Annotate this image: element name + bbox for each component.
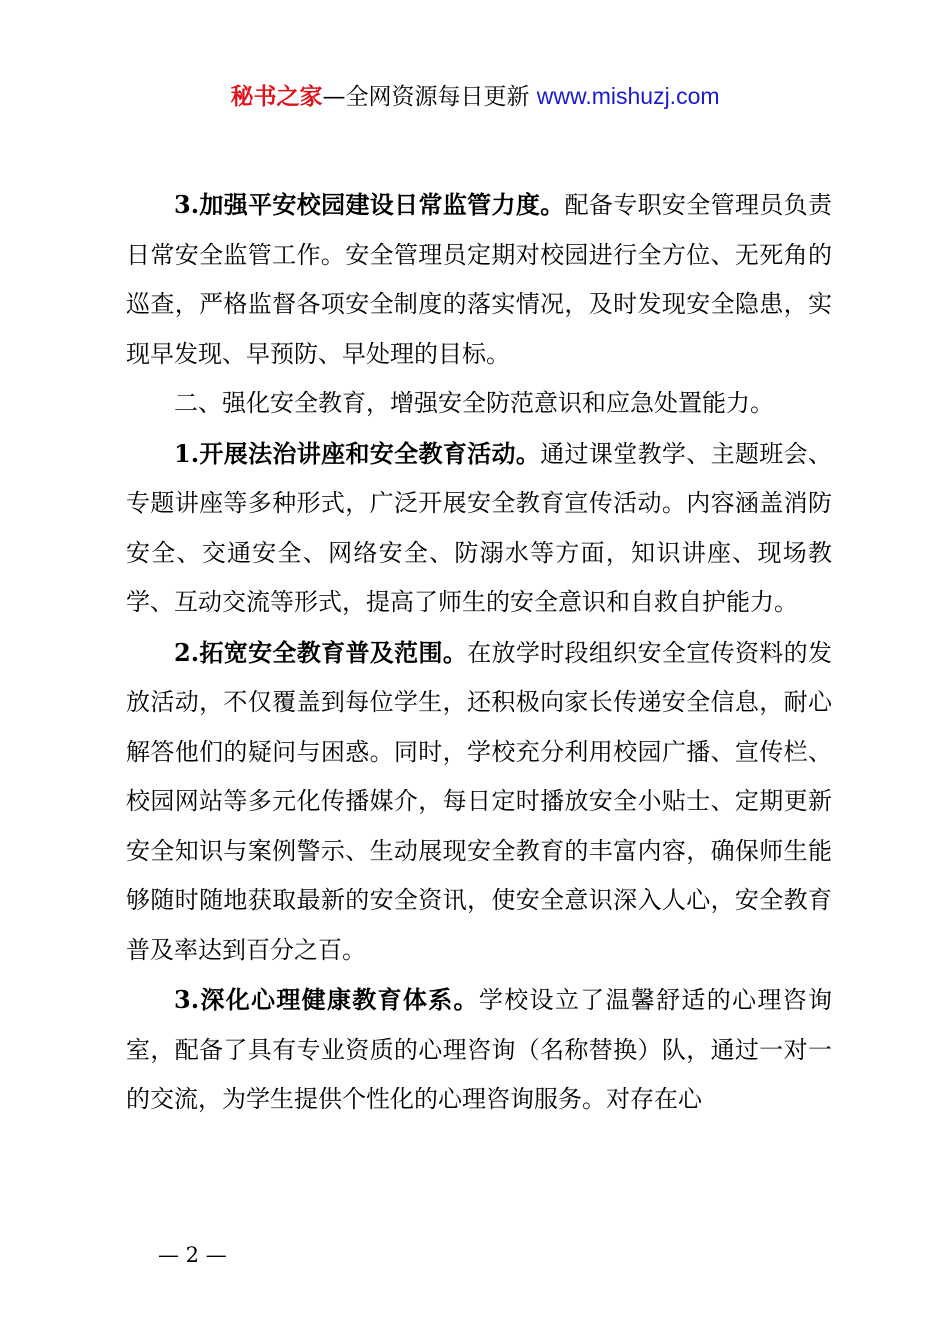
paragraph-text: 在放学时段组织安全宣传资料的发放活动，不仅覆盖到每位学生，还积极向家长传递安全信息，耐心解答他们的疑问与困惑。同时，学校充分利用校园广播、宣传栏、校园网站等多元化传播媒介，每日定时播放安全小贴士、定期更新安全知识与案例警示、生动展现安全教育的丰富内容，确保师生能够随时随地获取最新的安全资讯，使安全意识深入人心，安全教育普及率达到百分之百。 xyxy=(126,638,832,964)
item-number: 1. xyxy=(174,438,200,468)
paragraph xyxy=(126,628,832,976)
paragraph xyxy=(126,429,832,628)
paragraph-text: 学校设立了温馨舒适的心理咨询室，配备了具有专业资质的心理咨询（名称替换）队，通过一对一的交流，为学生提供个性化的心理咨询服务。对存在心 xyxy=(126,986,833,1113)
page-number: — 2 — xyxy=(158,1243,227,1267)
item-heading: 拓宽安全教育普及范围。 xyxy=(199,638,468,667)
item-heading: 开展法治讲座和安全教育活动。 xyxy=(199,439,541,468)
item-number: 2. xyxy=(174,637,200,667)
document-body xyxy=(126,180,832,1125)
item-heading: 深化心理健康教育体系。 xyxy=(199,986,479,1014)
item-number: 3. xyxy=(174,190,200,219)
paragraph-text: 配备专职安全管理员负责日常安全监管工作。安全管理员定期对校园进行全方位、无死角的巡查，严格监督各项安全制度的落实情况，及时发现安全隐患，实现早发现、早预防、早处理的目标。 xyxy=(126,191,832,368)
site-tagline: —全网资源每日更新 xyxy=(322,84,537,110)
brand-name: 秘书之家 xyxy=(230,84,323,110)
site-url-link[interactable]: www.mishuzj.com xyxy=(536,83,720,109)
site-header xyxy=(0,78,950,115)
item-heading: 加强平安校园建设日常监管力度。 xyxy=(199,191,565,219)
paragraph-text: 二、强化安全教育，增强安全防范意识和应急处置能力。 xyxy=(174,389,774,417)
item-number: 3. xyxy=(174,985,200,1014)
section-heading xyxy=(126,379,832,429)
paragraph xyxy=(126,975,832,1125)
paragraph xyxy=(126,180,832,379)
paragraph-text: 通过课堂教学、主题班会、专题讲座等多种形式，广泛开展安全教育宣传活动。内容涵盖消防安全、交通安全、网络安全、防溺水等方面，知识讲座、现场教学、互动交流等形式，提高了师生的安全意识和自救自护能力。 xyxy=(126,439,832,616)
